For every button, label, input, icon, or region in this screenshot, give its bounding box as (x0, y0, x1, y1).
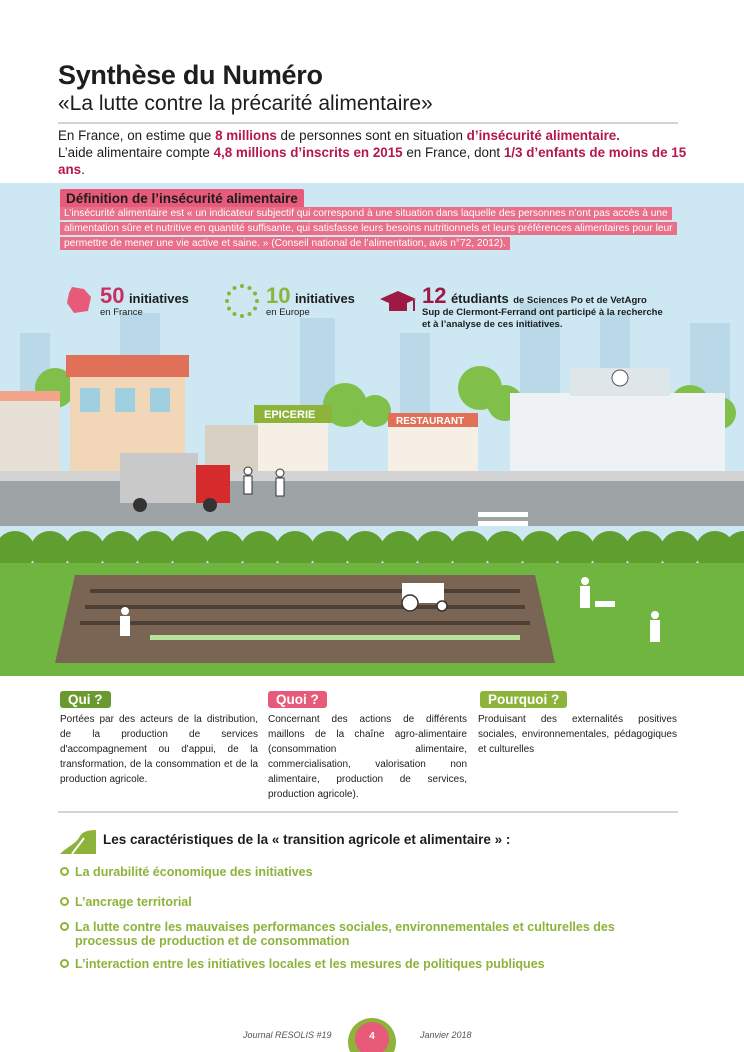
footer-date: Janvier 2018 (420, 1030, 472, 1040)
stat-number: 50 (100, 283, 125, 308)
intro-line-1 (58, 127, 688, 144)
bullet-icon (60, 959, 69, 968)
stat-sublabel: en Europe (266, 307, 310, 318)
crosswalk (478, 521, 528, 526)
bullet-icon (60, 867, 69, 876)
stat-sublabel: en France (100, 307, 143, 318)
stat-number: 10 (266, 283, 291, 308)
eu-stars-icon (224, 283, 260, 319)
road (0, 481, 744, 526)
stat-number: 12 (422, 283, 447, 308)
intro-highlight: 8 millions (215, 128, 277, 143)
intro-text: en France, dont (402, 145, 504, 160)
seedlings (150, 635, 520, 640)
intro-line-2 (58, 144, 688, 178)
characteristic-text: L’interaction entre les initiatives locales et les mesures de politiques publiques (75, 957, 545, 971)
road-landscape-icon (58, 826, 98, 856)
bullet-icon (60, 897, 69, 906)
characteristic-text: L’ancrage territorial (75, 895, 192, 909)
tag-pourquoi: Pourquoi ? (480, 691, 567, 708)
definition-text (60, 206, 680, 251)
definition-body: L’insécurité alimentaire est « un indicateur subjectif qui correspond à une situation dans laquelle des personnes n’ont pas accès à une alimentation sûre et nutritive en quantité suffisante, qui satisfasse leurs besoins nutritionnels et leurs préférences alimentaires pour leur permettre de mener une vie active et saine. » (Conseil national de l’alimentation, avis n°72, 2012). (60, 207, 677, 250)
stat-sublabel: de Sciences Po et de VetAgro (513, 295, 647, 306)
tag-quoi: Quoi ? (268, 691, 327, 708)
stat-sublabel-detail: Sup de Clermont-Ferrand ont participé à la recherche et à l’analyse de ces initiatives. (422, 307, 663, 330)
characteristic-item (60, 920, 680, 948)
intro-text: En France, on estime que (58, 128, 216, 143)
intro-text: de personnes sont en situation (276, 128, 467, 143)
graduation-cap-icon (378, 289, 418, 319)
section-divider (58, 811, 678, 813)
page-subtitle: «La lutte contre la précarité alimentaire» (58, 92, 433, 115)
shop-sign-epicerie: EPICERIE (264, 409, 316, 421)
intro-highlight: 1/3 d’enfants de moins de 15 ans (58, 145, 687, 177)
characteristic-text: La lutte contre les mauvaises performances sociales, environnementales et culturelles des processus de production et de consommation (75, 920, 615, 948)
intro-paragraph (58, 127, 688, 178)
column-qui-text: Portées par des acteurs de la distribution, de la production de services d'accompagnement ou d'appui, de la transformation, de la consommation et de la production agricole. (60, 714, 258, 785)
tag-qui: Qui ? (60, 691, 111, 708)
footer-journal: Journal RESOLIS #19 (243, 1030, 332, 1040)
characteristic-text: La durabilité économique des initiatives (75, 865, 313, 879)
intro-text: . (81, 162, 85, 177)
sidewalk (0, 471, 744, 481)
characteristics-title: Les caractéristiques de la « transition agricole et alimentaire » : (103, 832, 511, 847)
city-farm-illustration (0, 183, 744, 676)
bullet-icon (60, 922, 69, 931)
france-map-icon (64, 285, 94, 315)
header-divider (58, 122, 678, 124)
column-pourquoi-text: Produisant des externalités positives sociales, environnementales, pédagogiques et culturelles (478, 714, 677, 755)
stat-label: étudiants (450, 291, 509, 306)
illustration-svg (0, 183, 744, 676)
page-title: Synthèse du Numéro (58, 60, 323, 90)
characteristic-item (60, 865, 680, 879)
intro-highlight: 4,8 millions d’inscrits en 2015 (213, 145, 403, 160)
crosswalk (478, 512, 528, 517)
definition-title: Définition de l’insécurité alimentaire (60, 189, 304, 208)
characteristic-item (60, 957, 680, 971)
characteristic-item (60, 895, 680, 909)
shop-sign-restaurant: RESTAURANT (396, 416, 465, 427)
stat-label: initiatives (294, 291, 355, 306)
page-number: 4 (355, 1022, 389, 1052)
stat-label: initiatives (128, 291, 189, 306)
column-quoi-text: Concernant des actions de différents maillons de la chaîne agro-alimentaire (consommation alimentaire, commercialisation, valorisation non alimentaire, production de services, production agricole). (268, 714, 467, 800)
intro-text: L’aide alimentaire compte (58, 145, 214, 160)
intro-highlight: d’insécurité alimentaire. (466, 128, 620, 143)
